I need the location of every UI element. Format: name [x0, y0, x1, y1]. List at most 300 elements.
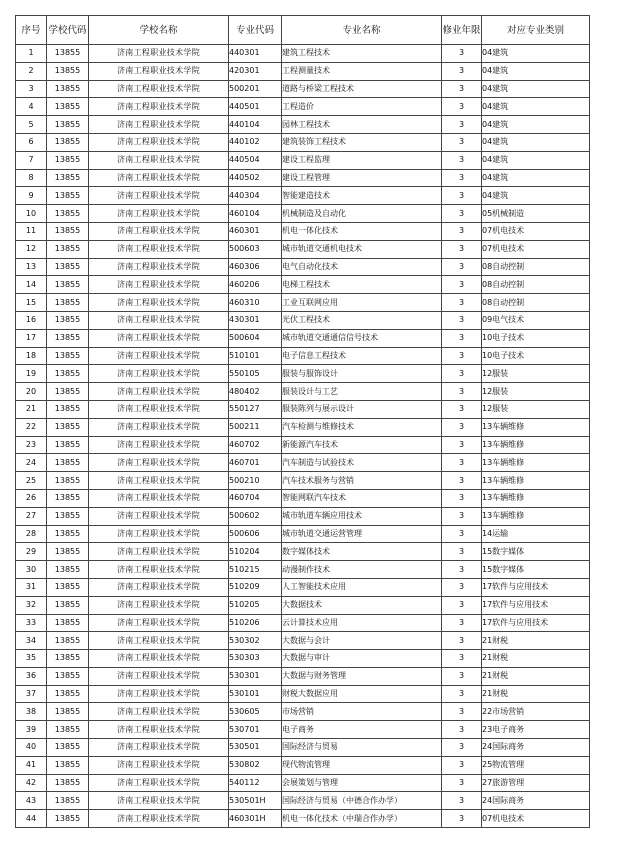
table-row [16, 418, 590, 436]
years-cell: 3 [442, 667, 482, 685]
table-row [16, 703, 590, 721]
table-row [16, 792, 590, 810]
years-cell: 3 [442, 80, 482, 98]
school-code-cell: 13855 [47, 187, 89, 205]
table-row [16, 739, 590, 757]
school-name-cell: 济南工程职业技术学院 [89, 258, 229, 276]
major-name-cell: 大数据与审计 [282, 650, 442, 668]
row-number: 31 [16, 578, 47, 596]
table-row [16, 169, 590, 187]
years-cell: 3 [442, 650, 482, 668]
category-cell: 12服装 [482, 365, 590, 383]
school-code-cell: 13855 [47, 454, 89, 472]
row-number: 2 [16, 62, 47, 80]
row-number: 35 [16, 650, 47, 668]
major-name-cell: 光伏工程技术 [282, 311, 442, 329]
majors-table [15, 15, 590, 828]
row-number: 44 [16, 810, 47, 828]
major-name-cell: 工程造价 [282, 98, 442, 116]
row-number: 30 [16, 561, 47, 579]
row-number: 36 [16, 667, 47, 685]
table-row [16, 294, 590, 312]
major-name-cell: 财税大数据应用 [282, 685, 442, 703]
major-name-cell: 汽车制造与试验技术 [282, 454, 442, 472]
school-name-cell: 济南工程职业技术学院 [89, 472, 229, 490]
category-cell: 17软件与应用技术 [482, 596, 590, 614]
years-cell: 3 [442, 685, 482, 703]
table-row [16, 454, 590, 472]
category-cell: 24国际商务 [482, 739, 590, 757]
school-name-cell: 济南工程职业技术学院 [89, 187, 229, 205]
school-code-cell: 13855 [47, 365, 89, 383]
school-name-cell: 济南工程职业技术学院 [89, 454, 229, 472]
school-name-cell: 济南工程职业技术学院 [89, 329, 229, 347]
school-code-cell: 13855 [47, 62, 89, 80]
years-cell: 3 [442, 205, 482, 223]
row-number: 5 [16, 116, 47, 134]
years-cell: 3 [442, 525, 482, 543]
school-name-cell: 济南工程职业技术学院 [89, 632, 229, 650]
years-cell: 3 [442, 810, 482, 828]
header-school-code: 学校代码 [47, 16, 89, 45]
school-code-cell: 13855 [47, 418, 89, 436]
row-number: 4 [16, 98, 47, 116]
category-cell: 04建筑 [482, 98, 590, 116]
category-cell: 04建筑 [482, 116, 590, 134]
major-code-cell: 530701 [229, 721, 282, 739]
category-cell: 08自动控制 [482, 258, 590, 276]
row-number: 7 [16, 151, 47, 169]
school-name-cell: 济南工程职业技术学院 [89, 774, 229, 792]
category-cell: 13车辆维修 [482, 454, 590, 472]
table-row [16, 721, 590, 739]
category-cell: 27旅游管理 [482, 774, 590, 792]
years-cell: 3 [442, 774, 482, 792]
row-number: 32 [16, 596, 47, 614]
table-row [16, 543, 590, 561]
category-cell: 25物流管理 [482, 756, 590, 774]
major-name-cell: 市场营销 [282, 703, 442, 721]
school-code-cell: 13855 [47, 151, 89, 169]
table-row [16, 489, 590, 507]
table-row [16, 596, 590, 614]
major-code-cell: 500210 [229, 472, 282, 490]
table-row [16, 774, 590, 792]
school-name-cell: 济南工程职业技术学院 [89, 436, 229, 454]
row-number: 38 [16, 703, 47, 721]
category-cell: 17软件与应用技术 [482, 614, 590, 632]
major-name-cell: 现代物流管理 [282, 756, 442, 774]
years-cell: 3 [442, 596, 482, 614]
school-name-cell: 济南工程职业技术学院 [89, 62, 229, 80]
major-name-cell: 机电一体化技术 [282, 222, 442, 240]
school-name-cell: 济南工程职业技术学院 [89, 721, 229, 739]
years-cell: 3 [442, 169, 482, 187]
major-code-cell: 460310 [229, 294, 282, 312]
major-name-cell: 人工智能技术应用 [282, 578, 442, 596]
table-row [16, 472, 590, 490]
major-code-cell: 440501 [229, 98, 282, 116]
major-code-cell: 440502 [229, 169, 282, 187]
school-name-cell: 济南工程职业技术学院 [89, 116, 229, 134]
school-code-cell: 13855 [47, 294, 89, 312]
school-code-cell: 13855 [47, 739, 89, 757]
major-code-cell: 530802 [229, 756, 282, 774]
table-row [16, 578, 590, 596]
major-code-cell: 510209 [229, 578, 282, 596]
table-row [16, 383, 590, 401]
category-cell: 07机电技术 [482, 240, 590, 258]
row-number: 14 [16, 276, 47, 294]
years-cell: 3 [442, 116, 482, 134]
years-cell: 3 [442, 151, 482, 169]
row-number: 24 [16, 454, 47, 472]
years-cell: 3 [442, 632, 482, 650]
school-code-cell: 13855 [47, 169, 89, 187]
row-number: 33 [16, 614, 47, 632]
school-code-cell: 13855 [47, 400, 89, 418]
school-code-cell: 13855 [47, 45, 89, 63]
school-code-cell: 13855 [47, 98, 89, 116]
major-code-cell: 440102 [229, 133, 282, 151]
school-name-cell: 济南工程职业技术学院 [89, 489, 229, 507]
major-code-cell: 530101 [229, 685, 282, 703]
major-name-cell: 电气自动化技术 [282, 258, 442, 276]
row-number: 23 [16, 436, 47, 454]
major-code-cell: 460301H [229, 810, 282, 828]
major-name-cell: 服装与服饰设计 [282, 365, 442, 383]
major-name-cell: 新能源汽车技术 [282, 436, 442, 454]
table-row [16, 151, 590, 169]
years-cell: 3 [442, 400, 482, 418]
school-code-cell: 13855 [47, 614, 89, 632]
row-number: 27 [16, 507, 47, 525]
school-name-cell: 济南工程职业技术学院 [89, 792, 229, 810]
years-cell: 3 [442, 258, 482, 276]
school-code-cell: 13855 [47, 596, 89, 614]
school-name-cell: 济南工程职业技术学院 [89, 650, 229, 668]
years-cell: 3 [442, 756, 482, 774]
table-row [16, 685, 590, 703]
years-cell: 3 [442, 454, 482, 472]
row-number: 16 [16, 311, 47, 329]
years-cell: 3 [442, 294, 482, 312]
years-cell: 3 [442, 187, 482, 205]
major-name-cell: 道路与桥梁工程技术 [282, 80, 442, 98]
row-number: 29 [16, 543, 47, 561]
major-code-cell: 530501H [229, 792, 282, 810]
years-cell: 3 [442, 45, 482, 63]
row-number: 37 [16, 685, 47, 703]
school-name-cell: 济南工程职业技术学院 [89, 578, 229, 596]
major-name-cell: 汽车检测与维修技术 [282, 418, 442, 436]
major-name-cell: 城市轨道交通机电技术 [282, 240, 442, 258]
table-row [16, 400, 590, 418]
years-cell: 3 [442, 347, 482, 365]
years-cell: 3 [442, 311, 482, 329]
major-code-cell: 530301 [229, 667, 282, 685]
years-cell: 3 [442, 418, 482, 436]
row-number: 39 [16, 721, 47, 739]
major-code-cell: 460701 [229, 454, 282, 472]
table-row [16, 525, 590, 543]
row-number: 42 [16, 774, 47, 792]
category-cell: 07机电技术 [482, 810, 590, 828]
table-row [16, 187, 590, 205]
category-cell: 15数字媒体 [482, 543, 590, 561]
school-name-cell: 济南工程职业技术学院 [89, 169, 229, 187]
years-cell: 3 [442, 507, 482, 525]
category-cell: 22市场营销 [482, 703, 590, 721]
school-name-cell: 济南工程职业技术学院 [89, 347, 229, 365]
years-cell: 3 [442, 62, 482, 80]
school-name-cell: 济南工程职业技术学院 [89, 311, 229, 329]
school-name-cell: 济南工程职业技术学院 [89, 507, 229, 525]
years-cell: 3 [442, 561, 482, 579]
school-name-cell: 济南工程职业技术学院 [89, 596, 229, 614]
major-name-cell: 建筑工程技术 [282, 45, 442, 63]
table-row [16, 347, 590, 365]
school-code-cell: 13855 [47, 810, 89, 828]
table-row [16, 205, 590, 223]
years-cell: 3 [442, 578, 482, 596]
table-row [16, 436, 590, 454]
school-code-cell: 13855 [47, 472, 89, 490]
school-code-cell: 13855 [47, 525, 89, 543]
major-name-cell: 建设工程管理 [282, 169, 442, 187]
school-code-cell: 13855 [47, 489, 89, 507]
major-code-cell: 440104 [229, 116, 282, 134]
major-name-cell: 机电一体化技术（中瑞合作办学） [282, 810, 442, 828]
school-code-cell: 13855 [47, 774, 89, 792]
major-code-cell: 550105 [229, 365, 282, 383]
years-cell: 3 [442, 383, 482, 401]
table-row [16, 311, 590, 329]
major-code-cell: 430301 [229, 311, 282, 329]
row-number: 41 [16, 756, 47, 774]
category-cell: 04建筑 [482, 45, 590, 63]
row-number: 9 [16, 187, 47, 205]
years-cell: 3 [442, 489, 482, 507]
school-code-cell: 13855 [47, 205, 89, 223]
row-number: 19 [16, 365, 47, 383]
category-cell: 04建筑 [482, 187, 590, 205]
category-cell: 13车辆维修 [482, 489, 590, 507]
category-cell: 08自动控制 [482, 294, 590, 312]
school-name-cell: 济南工程职业技术学院 [89, 614, 229, 632]
school-code-cell: 13855 [47, 756, 89, 774]
major-code-cell: 540112 [229, 774, 282, 792]
category-cell: 15数字媒体 [482, 561, 590, 579]
major-name-cell: 建设工程监理 [282, 151, 442, 169]
school-name-cell: 济南工程职业技术学院 [89, 205, 229, 223]
major-code-cell: 460702 [229, 436, 282, 454]
category-cell: 21财税 [482, 685, 590, 703]
table-row [16, 45, 590, 63]
school-code-cell: 13855 [47, 578, 89, 596]
major-code-cell: 530605 [229, 703, 282, 721]
row-number: 10 [16, 205, 47, 223]
category-cell: 24国际商务 [482, 792, 590, 810]
table-body [16, 45, 590, 828]
major-code-cell: 440504 [229, 151, 282, 169]
header-major-code: 专业代码 [229, 16, 282, 45]
category-cell: 04建筑 [482, 169, 590, 187]
category-cell: 04建筑 [482, 62, 590, 80]
table-row [16, 258, 590, 276]
category-cell: 09电气技术 [482, 311, 590, 329]
years-cell: 3 [442, 614, 482, 632]
school-name-cell: 济南工程职业技术学院 [89, 667, 229, 685]
major-name-cell: 城市轨道车辆应用技术 [282, 507, 442, 525]
school-name-cell: 济南工程职业技术学院 [89, 133, 229, 151]
header-category: 对应专业类别 [482, 16, 590, 45]
row-number: 8 [16, 169, 47, 187]
major-name-cell: 智能建造技术 [282, 187, 442, 205]
table-row [16, 222, 590, 240]
major-name-cell: 建筑装饰工程技术 [282, 133, 442, 151]
years-cell: 3 [442, 276, 482, 294]
school-code-cell: 13855 [47, 116, 89, 134]
major-code-cell: 500604 [229, 329, 282, 347]
school-code-cell: 13855 [47, 347, 89, 365]
row-number: 1 [16, 45, 47, 63]
major-name-cell: 动漫制作技术 [282, 561, 442, 579]
major-name-cell: 大数据与会计 [282, 632, 442, 650]
school-name-cell: 济南工程职业技术学院 [89, 222, 229, 240]
row-number: 13 [16, 258, 47, 276]
school-name-cell: 济南工程职业技术学院 [89, 400, 229, 418]
years-cell: 3 [442, 739, 482, 757]
years-cell: 3 [442, 222, 482, 240]
school-name-cell: 济南工程职业技术学院 [89, 685, 229, 703]
school-code-cell: 13855 [47, 650, 89, 668]
years-cell: 3 [442, 98, 482, 116]
table-row [16, 614, 590, 632]
table-row [16, 240, 590, 258]
school-code-cell: 13855 [47, 507, 89, 525]
school-code-cell: 13855 [47, 383, 89, 401]
major-name-cell: 城市轨道交通运营管理 [282, 525, 442, 543]
row-number: 18 [16, 347, 47, 365]
category-cell: 21财税 [482, 650, 590, 668]
table-row [16, 116, 590, 134]
school-code-cell: 13855 [47, 543, 89, 561]
table-row [16, 650, 590, 668]
school-name-cell: 济南工程职业技术学院 [89, 418, 229, 436]
years-cell: 3 [442, 792, 482, 810]
table-row [16, 667, 590, 685]
school-code-cell: 13855 [47, 276, 89, 294]
school-name-cell: 济南工程职业技术学院 [89, 80, 229, 98]
school-name-cell: 济南工程职业技术学院 [89, 810, 229, 828]
major-code-cell: 530501 [229, 739, 282, 757]
table-row [16, 561, 590, 579]
header-years: 修业年限 [442, 16, 482, 45]
major-name-cell: 国际经济与贸易 [282, 739, 442, 757]
school-code-cell: 13855 [47, 667, 89, 685]
category-cell: 12服装 [482, 400, 590, 418]
major-code-cell: 510204 [229, 543, 282, 561]
row-number: 17 [16, 329, 47, 347]
school-code-cell: 13855 [47, 792, 89, 810]
major-name-cell: 工程测量技术 [282, 62, 442, 80]
row-number: 22 [16, 418, 47, 436]
years-cell: 3 [442, 240, 482, 258]
major-name-cell: 工业互联网应用 [282, 294, 442, 312]
major-code-cell: 500211 [229, 418, 282, 436]
category-cell: 08自动控制 [482, 276, 590, 294]
category-cell: 05机械制造 [482, 205, 590, 223]
years-cell: 3 [442, 472, 482, 490]
row-number: 26 [16, 489, 47, 507]
school-code-cell: 13855 [47, 632, 89, 650]
major-code-cell: 500606 [229, 525, 282, 543]
row-number: 15 [16, 294, 47, 312]
school-name-cell: 济南工程职业技术学院 [89, 561, 229, 579]
row-number: 43 [16, 792, 47, 810]
school-name-cell: 济南工程职业技术学院 [89, 756, 229, 774]
table-row [16, 810, 590, 828]
row-number: 11 [16, 222, 47, 240]
school-name-cell: 济南工程职业技术学院 [89, 45, 229, 63]
major-name-cell: 电子商务 [282, 721, 442, 739]
school-code-cell: 13855 [47, 561, 89, 579]
major-code-cell: 530302 [229, 632, 282, 650]
category-cell: 17软件与应用技术 [482, 578, 590, 596]
major-code-cell: 480402 [229, 383, 282, 401]
table-row [16, 276, 590, 294]
table-row [16, 507, 590, 525]
major-code-cell: 530303 [229, 650, 282, 668]
major-code-cell: 460206 [229, 276, 282, 294]
major-code-cell: 460301 [229, 222, 282, 240]
major-name-cell: 大数据与财务管理 [282, 667, 442, 685]
major-code-cell: 510205 [229, 596, 282, 614]
major-code-cell: 510215 [229, 561, 282, 579]
row-number: 34 [16, 632, 47, 650]
category-cell: 23电子商务 [482, 721, 590, 739]
school-code-cell: 13855 [47, 329, 89, 347]
row-number: 20 [16, 383, 47, 401]
school-name-cell: 济南工程职业技术学院 [89, 703, 229, 721]
table-row [16, 365, 590, 383]
school-code-cell: 13855 [47, 240, 89, 258]
category-cell: 07机电技术 [482, 222, 590, 240]
years-cell: 3 [442, 436, 482, 454]
major-name-cell: 数字媒体技术 [282, 543, 442, 561]
category-cell: 10电子技术 [482, 347, 590, 365]
category-cell: 04建筑 [482, 133, 590, 151]
row-number: 40 [16, 739, 47, 757]
school-name-cell: 济南工程职业技术学院 [89, 383, 229, 401]
category-cell: 10电子技术 [482, 329, 590, 347]
school-name-cell: 济南工程职业技术学院 [89, 240, 229, 258]
major-name-cell: 云计算技术应用 [282, 614, 442, 632]
school-code-cell: 13855 [47, 436, 89, 454]
major-name-cell: 园林工程技术 [282, 116, 442, 134]
row-number: 25 [16, 472, 47, 490]
major-name-cell: 电梯工程技术 [282, 276, 442, 294]
table-row [16, 80, 590, 98]
school-name-cell: 济南工程职业技术学院 [89, 365, 229, 383]
school-code-cell: 13855 [47, 80, 89, 98]
major-name-cell: 服装设计与工艺 [282, 383, 442, 401]
major-name-cell: 大数据技术 [282, 596, 442, 614]
major-code-cell: 420301 [229, 62, 282, 80]
category-cell: 21财税 [482, 632, 590, 650]
row-number: 28 [16, 525, 47, 543]
